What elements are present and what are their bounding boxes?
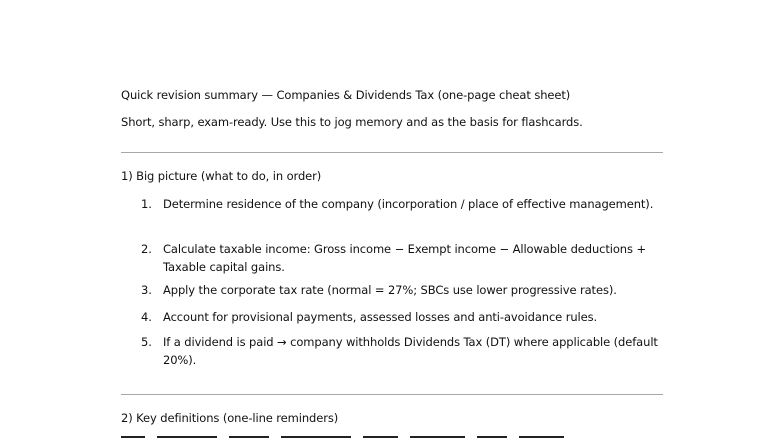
list-item-text: Calculate taxable income: Gross income − Exempt income − Allowable deductions + Taxable capital gains. (163, 242, 646, 274)
document-title: Quick revision summary — Companies & Dividends Tax (one-page cheat sheet) (121, 88, 571, 102)
list-item-text: If a dividend is paid → company withholds Dividends Tax (DT) where applicable (default 20%). (163, 335, 658, 367)
section-divider (121, 394, 663, 395)
section-heading-key-definitions: 2) Key definitions (one-line reminders) (121, 411, 339, 425)
steps-list (121, 195, 666, 373)
list-item (121, 333, 666, 373)
cut-off-text-line (121, 436, 601, 441)
list-item-number: 2. (141, 242, 152, 256)
section-divider (121, 152, 663, 153)
list-item-text: Account for provisional payments, assessed losses and anti-avoidance rules. (163, 310, 598, 324)
list-item (121, 308, 666, 333)
list-item-text: Determine residence of the company (incorporation / place of effective management). (163, 197, 654, 211)
list-item-number: 3. (141, 283, 152, 297)
document-subtitle: Short, sharp, exam-ready. Use this to jog memory and as the basis for flashcards. (121, 115, 583, 129)
list-item-text: Apply the corporate tax rate (normal = 27%; SBCs use lower progressive rates). (163, 283, 617, 297)
section-heading-big-picture: 1) Big picture (what to do, in order) (121, 169, 322, 183)
list-item (121, 240, 666, 281)
list-item-number: 4. (141, 310, 152, 324)
list-item (121, 195, 666, 240)
list-item (121, 281, 666, 308)
list-item-number: 5. (141, 335, 152, 349)
list-item-number: 1. (141, 197, 152, 211)
